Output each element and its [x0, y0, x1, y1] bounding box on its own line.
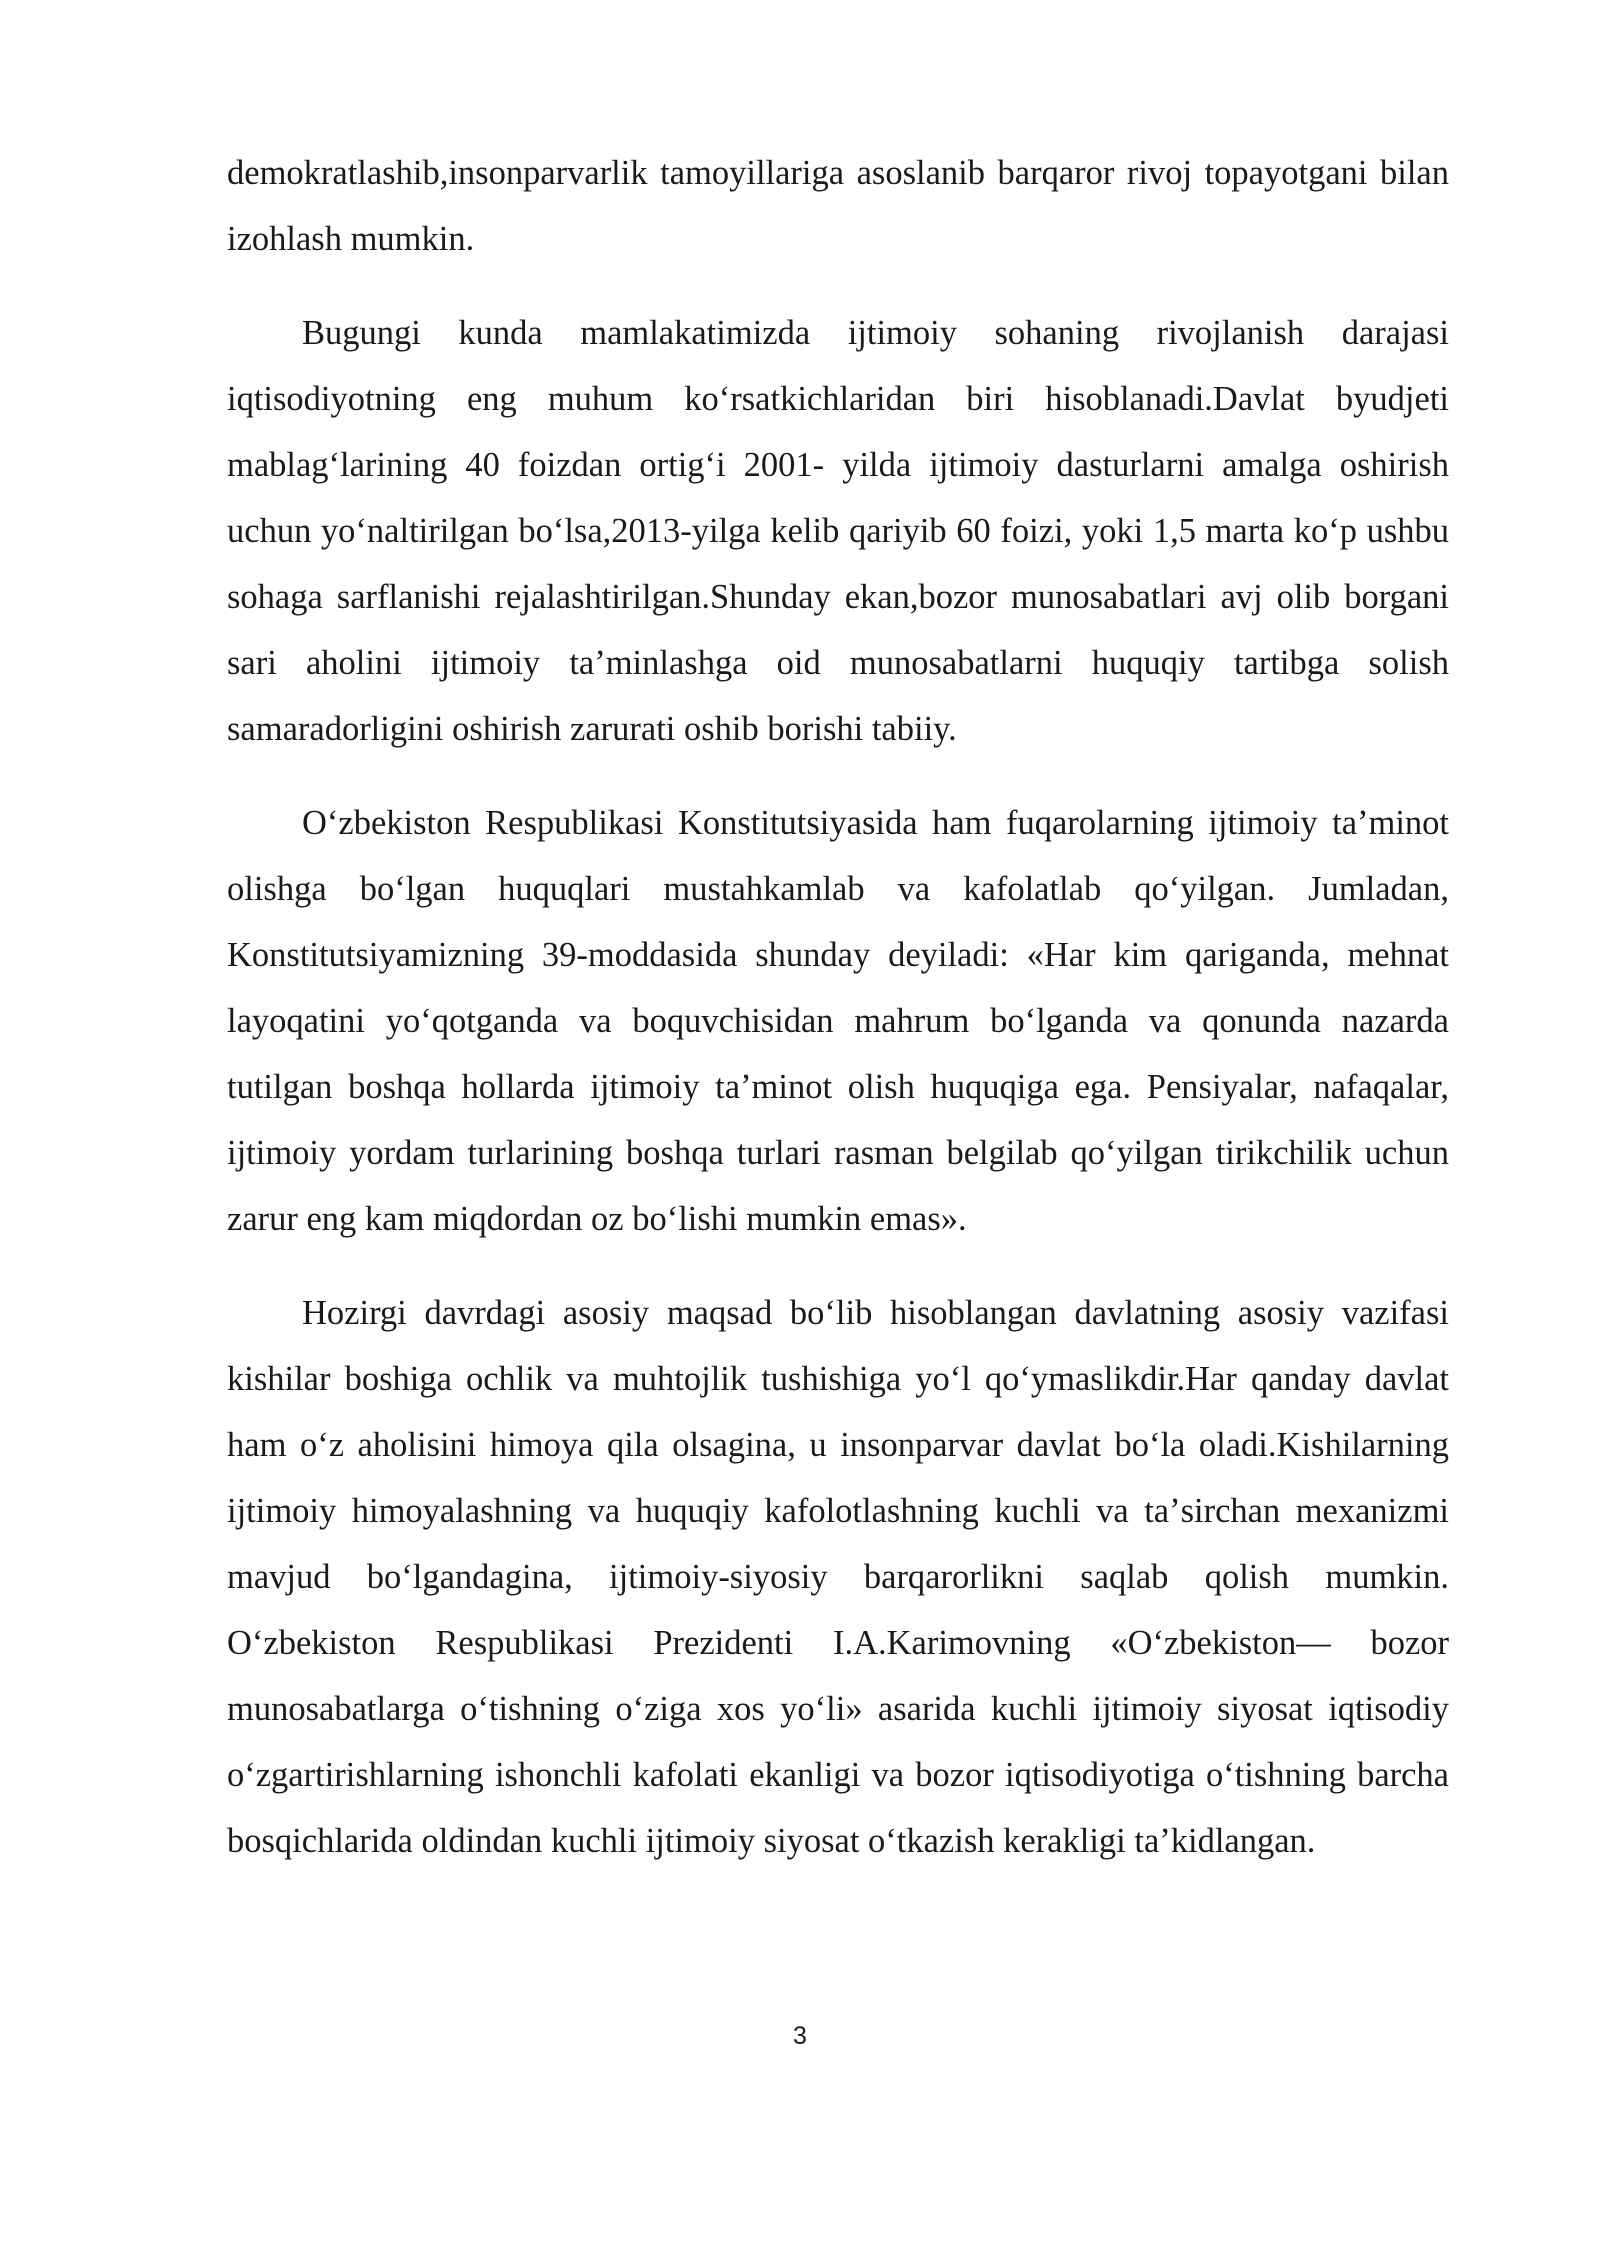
paragraph-continuation: demokratlashib,insonparvarlik tamoyillariga asoslanib barqaror rivoj topayotgani bilan izohlash mumkin. — [227, 154, 1449, 258]
paragraph-constitution: Oʻzbekiston Respublikasi Konstitutsiyasida ham fuqarolarning ijtimoiy taʼminot olishga boʻlgan huquqlari mustahkamlab va kafolatlab qoʻyilgan. Jumladan, Konstitutsiyamizning 39-moddasida shunday deyiladi: «Har kim qariganda, mehnat layoqatini yoʻqotganda va boquvchisidan mahrum boʻlganda va qonunda nazarda tutilgan boshqa hollarda ijtimoiy taʼminot olish huquqiga ega. Pensiyalar, nafaqalar, ijtimoiy yordam turlarining boshqa turlari rasman belgilab qoʻyilgan tirikchilik uchun zarur eng kam miqdordan oz boʻlishi mumkin emas». — [227, 804, 1449, 1238]
paragraph-state-task: Hozirgi davrdagi asosiy maqsad boʻlib hisoblangan davlatning asosiy vazifasi kishilar boshiga ochlik va muhtojlik tushishiga yoʻl qoʻymaslikdir.Har qanday davlat ham oʻz aholisini himoya qila olsagina, u insonparvar davlat boʻla oladi.Kishilarning ijtimoiy himoyalashning va huquqiy kafolotlashning kuchli va taʼsirchan mexanizmi mavjud boʻlgandagina, ijtimoiy-siyosiy barqarorlikni saqlab qolish mumkin. Oʻzbekiston Respublikasi Prezidenti I.A.Karimovning «Oʻzbekiston— bozor munosabatlarga oʻtishning oʻziga xos yoʻli» asarida kuchli ijtimoiy siyosat iqtisodiy oʻzgartirishlarning ishonchli kafolati ekanligi va bozor iqtisodiyotiga oʻtishning barcha bosqichlarida oldindan kuchli ijtimoiy siyosat oʻtkazish kerakligi taʼkidlangan. — [227, 1294, 1449, 1860]
document-body — [227, 140, 1449, 1902]
paragraph-social-sphere: Bugungi kunda mamlakatimizda ijtimoiy sohaning rivojlanish darajasi iqtisodiyotning eng muhum koʻrsatkichlaridan biri hisoblanadi.Davlat byudjeti mablagʻlarining 40 foizdan ortigʻi 2001- yilda ijtimoiy dasturlarni amalga oshirish uchun yoʻnaltirilgan boʻlsa,2013-yilga kelib qariyib 60 foizi, yoki 1,5 marta koʻp ushbu sohaga sarflanishi rejalashtirilgan.Shunday ekan,bozor munosabatlari avj olib borgani sari aholini ijtimoiy taʼminlashga oid munosabatlarni huquqiy tartibga solish samaradorligini oshirish zarurati oshib borishi tabiiy. — [227, 314, 1449, 748]
page-number: 3 — [793, 2022, 807, 2050]
